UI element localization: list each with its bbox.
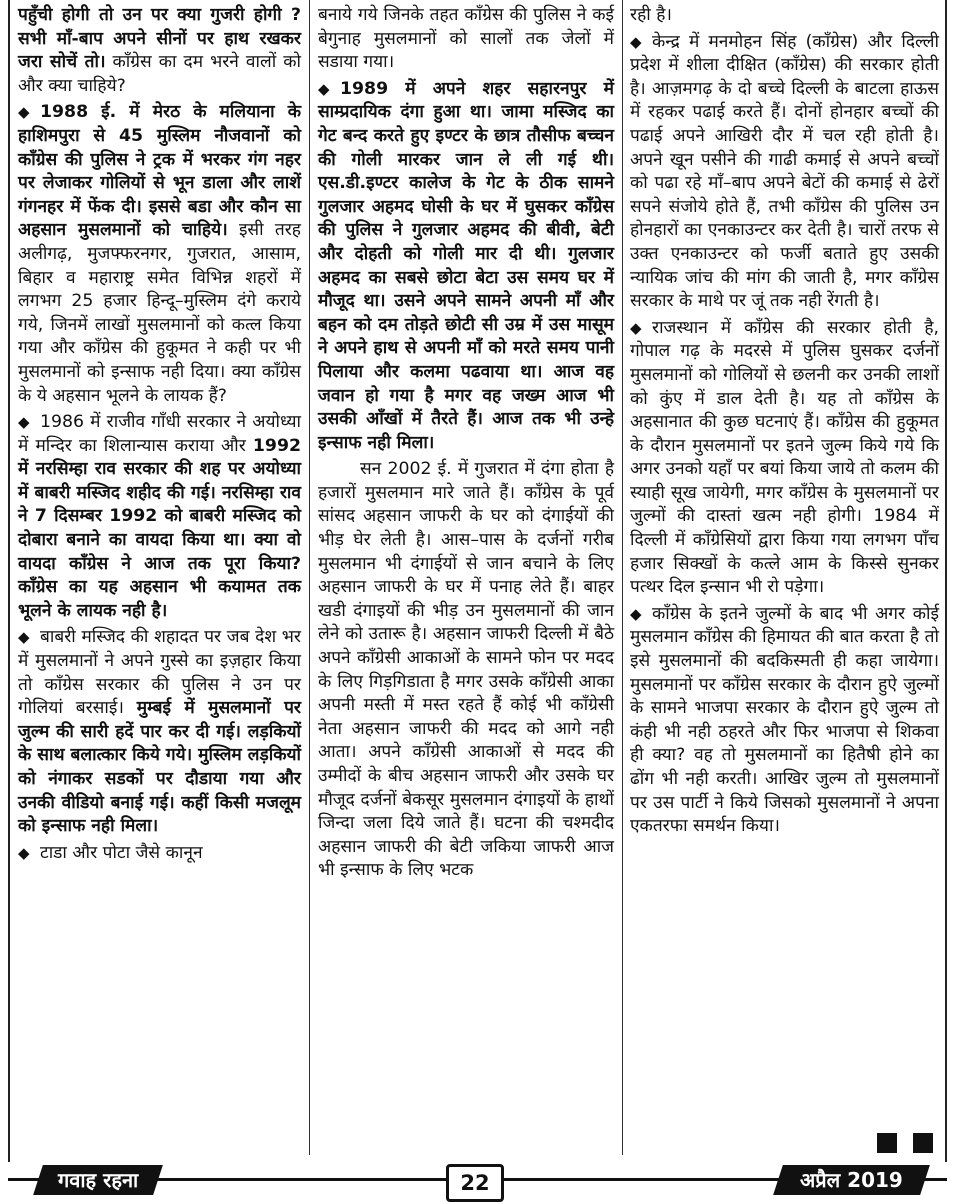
paragraph: [18, 842, 301, 866]
diamond-bullet-icon: ◆: [18, 103, 30, 122]
body-text: इसी तरह अलीगढ़, मुजफ्फरनगर, गुजरात, आसाम, बिहार व महाराष्ट्र समेत विभिन्न शहरों में लगभग 25 हजार हिन्दू–मुस्लिम दंगे कराये गये, जिनमें लाखों मुसलमानों को कत्ल किया गया और काँग्रेस की हुकूमत ने कही पर भी मुसलमानों को इन्साफ नही दिया। क्या काँग्रेस के ये अहसान भूलने के लायक हैं?: [18, 220, 301, 406]
right-border: [945, 0, 947, 1162]
diamond-bullet-icon: ◆: [18, 413, 30, 432]
column-divider: [622, 0, 623, 1155]
diamond-bullet-icon: ◆: [318, 79, 330, 98]
diamond-bullet-icon: ◆: [18, 843, 30, 862]
square-end-mark-icon: [913, 1133, 933, 1153]
body-text: राजस्थान में काँग्रेस की सरकार होती है, गोपाल गढ़ के मदरसे में पुलिस घुसकर दर्जनों मुसलमानों को गोलियों से छलनी कर उनकी लाशों को कुंए में डाल देती है। यह तो काँग्रेस के अहसानात की कुछ घटनाएं हैं। काँग्रेस की हुकूमत के दौरान मुसलमानों पर इतने जुल्म किये गये कि अगर उनको यहाँ पर बयां किया जाये तो कलम की स्याही सूख जायेगी, मगर काँग्रेस के मुसलमानों पर जुल्मों की दास्तां खत्म नही होगी। 1984 में दिल्ली में काँग्रेसियों द्वारा किया गया लगभग पाँच हजार सिक्खों के कत्ले आम के किस्से सुनकर पत्थर दिल इन्सान भी रो पड़ेगा।: [630, 317, 939, 598]
article-column-1: [18, 4, 301, 868]
footer-publication-label: गवाह रहना: [58, 1168, 139, 1192]
square-end-mark-icon: [877, 1133, 897, 1153]
footer-date-label: अप्रैल 2019: [800, 1168, 903, 1192]
paragraph: [630, 31, 939, 314]
bold-text: 1988 ई. में मेरठ के मलियाना के हाशिमपुरा से 45 मुस्लिम नौजवानों को काँग्रेस की पुलिस ने ट्रक में भरकर गंग नहर पर लेजाकर गोलियों से भून डाला और लाशें गंगनहर में फेंक दी। इससे बडा और कौन सा अहसान मुसलमानों को चाहिये।: [18, 102, 301, 241]
body-text: टाडा और पोटा जैसे कानून: [40, 842, 203, 863]
body-text: काँग्रेस के इतने जुल्मों के बाद भी अगर कोई मुसलमान काँग्रेस की हिमायत की बात करता है तो इसे मुसलमानों की बदकिस्मती ही कहा जायेगा। मुसलमानों पर काँग्रेस सरकार के दौरान हुऐ जुल्मों के सामने भाजपा सरकार के दौरान हुऐ जुल्म तो कंही भी नही ठहरते और फिर भाजपा से शिकवा ही क्या? वह तो मुसलमानों का हितैषी होने का ढोंग भी नही करती। आखिर जुल्म तो मुसलमानों पर उस पार्टी ने किये जिसको मुसलमानों ने अपना एकतरफा समर्थन किया।: [630, 603, 939, 837]
paragraph: बनाये गये जिनके तहत काँग्रेस की पुलिस ने कई बेगुनाह मुसलमानों को सालों तक जेलों में सडाया गया।: [318, 5, 614, 73]
paragraph: [18, 411, 301, 623]
body-text: बाबरी मस्जिद की शहादत पर जब देश भर में मुसलमानों ने अपने गुस्से का इज़हार किया तो काँग्रेस सरकार की पुलिस ने उन पर गोलियां बरसाई।: [18, 627, 301, 719]
footer-issue-date: [773, 1165, 930, 1195]
bold-text: 1989 में अपने शहर सहारनपुर में साम्प्रदायिक दंगा हुआ था। जामा मस्जिद का गेट बन्द करते हुए इण्टर के छात्र तौसीफ बच्चन की गोली मारकर जान ले ली गई थी। एस.डी.इण्टर कालेज के गेट के ठीक सामने गुलजार अहमद घोसी के घर में घुसकर काँग्रेस की पुलिस ने गुलजार अहमद की बीवी, बेटी और दोहती को गोली मार दी थी। गुलजार अहमद का सबसे छोटा बेटा उस समय घर में मौजूद था। उसने अपने सामने अपनी माँ और बहन को दम तोड़ते छोटी सी उम्र में उस मासूम ने अपने हाथ से अपनी माँ को मरते समय पानी पिलाया और कलमा पढवाया था। आज वह जवान हो गया है मगर वह जख्म आज भी उसकी आँखों में तैरते हैं। आज तक भी उन्हे इन्साफ नही मिला।: [318, 78, 614, 453]
paragraph: [18, 4, 301, 98]
article-column-2: [318, 4, 614, 886]
paragraph: [18, 101, 301, 408]
left-border: [8, 0, 10, 1162]
bold-text: मुम्बई में मुसलमानों पर जुल्म की सारी हदें पार कर दी गई। लड़कियों के साथ बलात्कार किये गये। मुस्लिम लड़कियों को नंगाकर सडकों पर दौडाया गया और उनकी वीडियो बनाई गई। कहीं किसी मजलूम को इन्साफ नही मिला।: [18, 698, 301, 837]
paragraph: [630, 317, 939, 600]
footer-publication-name: [33, 1165, 163, 1195]
paragraph: [318, 458, 614, 883]
diamond-bullet-icon: ◆: [18, 628, 30, 647]
diamond-bullet-icon: ◆: [630, 32, 642, 51]
article-column-3: [630, 4, 939, 842]
body-text: काँग्रेस का दम भरने वालों को और क्या चाहिये?: [18, 52, 301, 96]
diamond-bullet-icon: ◆: [630, 318, 642, 337]
paragraph: [18, 626, 301, 838]
page-number: 22: [446, 1164, 504, 1202]
body-text: केन्द्र में मनमोहन सिंह (काँग्रेस) और दिल्ली प्रदेश में शीला दीक्षित (काँग्रेस) की सरकार होती है। आज़मगढ़ के दो बच्चे दिल्ली के बाटला हाऊस में रहकर पढाई करते हैं। दोनों होनहार बच्चों की पढाई अपने आखिरी दौर में चल रही होती है। अपने खून पसीने की गाढी कमाई से अपने बच्चों को पढा रहे माँ–बाप अपने बेटों की कमाई से ढेरों सपने संजोये होते हैं, तभी काँग्रेस की पुलिस उन होनहारों का एनकाउन्टर कर देती है। चारों तरफ से उक्त एनकाउन्टर को फर्जी बताते हुए उसकी न्यायिक जांच की मांग की जाती है, मगर काँग्रेस सरकार के माथे पर जूं तक नही रेंगती है।: [630, 31, 939, 312]
body-text: सन 2002 ई. में गुजरात में दंगा होता है हजारों मुसलमान मारे जाते हैं। काँग्रेस के पूर्व सांसद अहसान जाफरी के घर को दंगाईयों की भीड़ घेर लेती है। आस–पास के दर्जनों गरीब मुसलमान भी दंगाईयों से जान बचाने के लिए अहसान जाफरी के घर में पनाह लेते हैं। बाहर खडी दंगाइयों की भीड़ उन मुसलमानों की जान लेने को उतारू है। अहसान जाफरी दिल्ली में बैठे अपने काँग्रेसी आकाओं के सामने फोन पर मदद के लिए गिड़गिडाता है मगर उसके काँग्रेसी आका अपनी मस्ती में मस्त रहते हैं कोई भी काँग्रेसी नेता अहसान जाफरी की मदद को आगे नही आता। अपने काँग्रेसी आकाओं से मदद की उम्मीदों के बीच अहसान जाफरी और उसके घर मौजूद दर्जनों बेकसूर मुसलमान दंगाइयों के हाथों जिन्दा जला दिये जाते हैं। घटना की चश्मदीद अहसान जाफरी की बेटी जकिया जाफरी आज भी इन्साफ के लिए भटक: [318, 459, 614, 881]
diamond-bullet-icon: ◆: [630, 604, 642, 623]
article-end-marks: [877, 1133, 933, 1153]
page-footer: [0, 1162, 957, 1200]
bold-text: पहुँची होगी तो उन पर क्या गुजरी होगी ? सभी माँ-बाप अपने सीनों पर हाथ रखकर जरा सोचें तो।: [18, 5, 301, 73]
bold-text: 1992 में नरसिम्हा राव सरकार की शह पर अयोध्या में बाबरी मस्जिद शहीद की गई। नरसिम्हा राव ने 7 दिसम्बर 1992 को बाबरी मस्जिद को दोबारा बनाने का वायदा किया था। क्या वो वायदा काँग्रेस ने आज तक पूरा किया? काँग्रेस का यह अहसान भी कयामत तक भूलने के लायक नही है।: [18, 435, 301, 621]
paragraph: रही है।: [630, 5, 672, 25]
column-divider: [309, 0, 310, 1155]
paragraph: [630, 603, 939, 839]
body-text: 1986 में राजीव गाँधी सरकार ने अयोध्या में मन्दिर का शिलान्यास कराया और: [18, 412, 301, 456]
paragraph: [318, 78, 614, 456]
